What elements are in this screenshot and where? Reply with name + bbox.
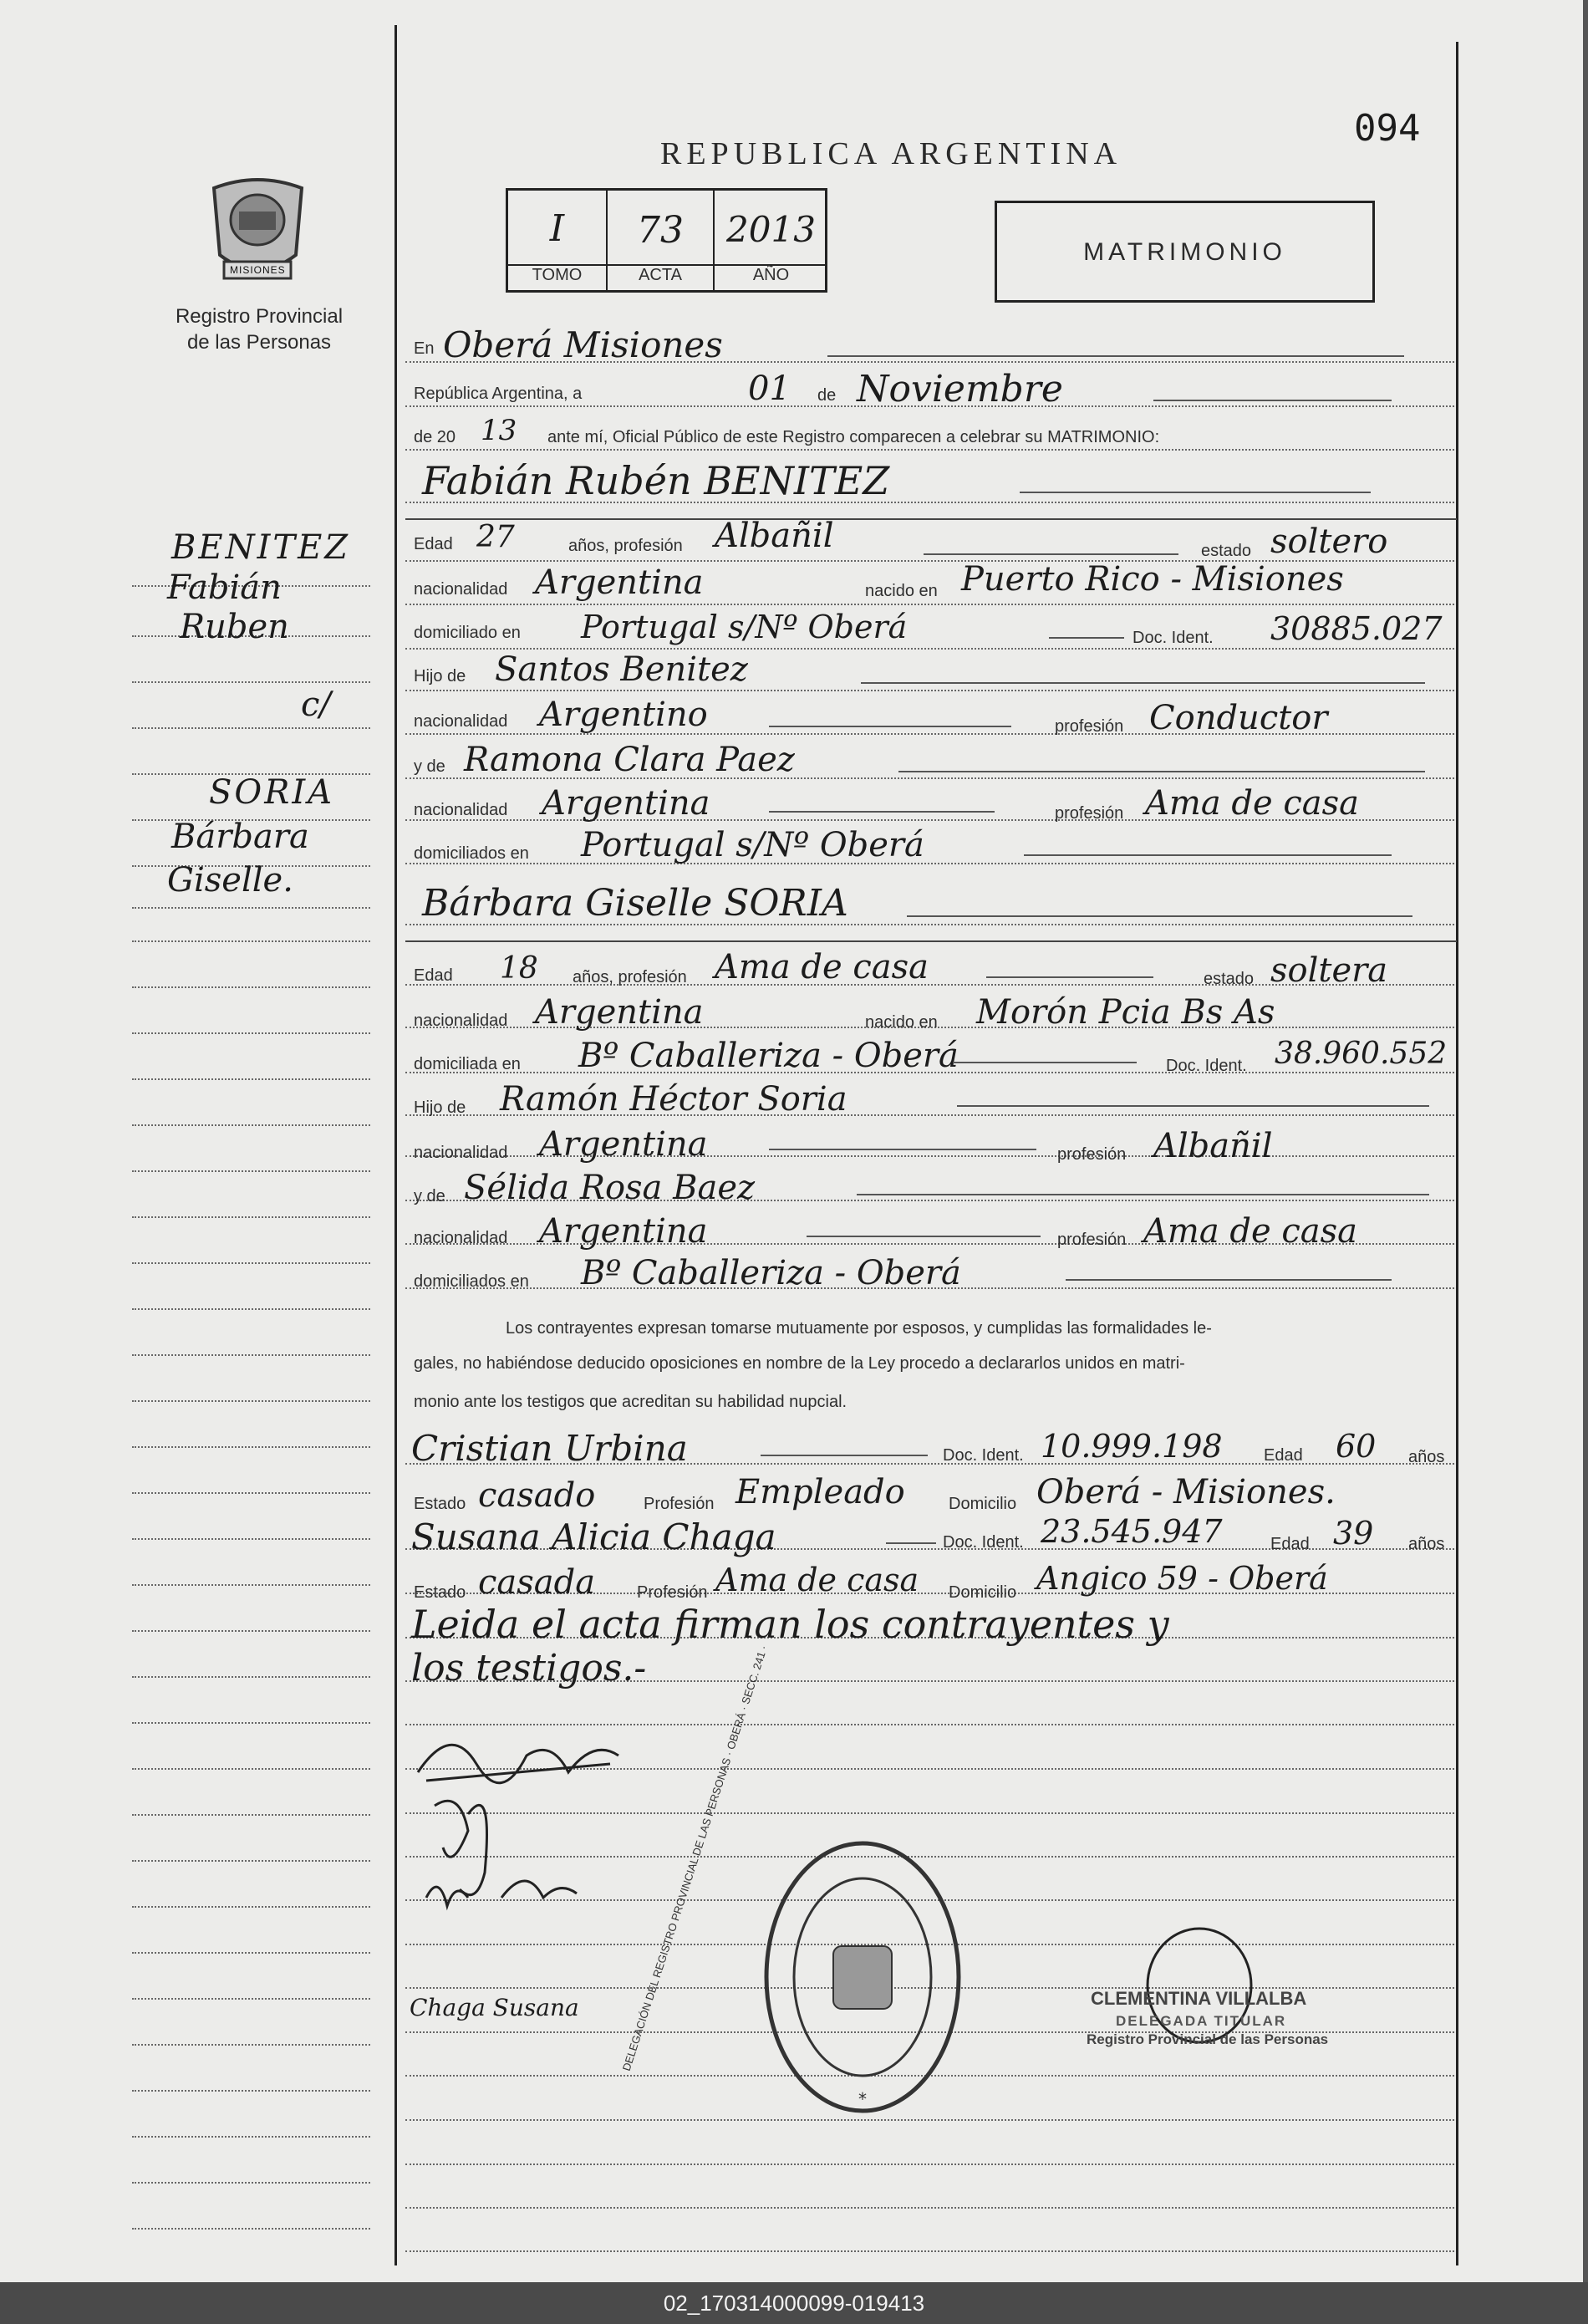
- margin-groom-surname: BENITEZ: [171, 528, 351, 567]
- bride-estado-label: estado: [1204, 970, 1255, 988]
- witness2-edad: 39: [1333, 1515, 1374, 1552]
- anio-label: AÑO: [752, 266, 790, 284]
- closing-line2: los testigos.-: [411, 1647, 647, 1689]
- bride-nacionalidad: Argentina: [535, 993, 704, 1032]
- officer-name: CLEMENTINA VILLALBA: [1091, 1988, 1307, 2009]
- groom-nacido: Puerto Rico - Misiones: [961, 560, 1344, 599]
- groom-padres-dom-label: domiciliados en: [414, 844, 529, 863]
- groom-hijo-label: Hijo de: [414, 667, 466, 685]
- bride-padre-nac-label: nacionalidad: [414, 1144, 508, 1162]
- bride-yde-label: y de: [414, 1187, 445, 1205]
- act-type-label: MATRIMONIO: [1083, 238, 1286, 266]
- witness1-doc: 10.999.198: [1041, 1428, 1223, 1465]
- left-margin-line: [394, 25, 397, 2265]
- officer-title: DELEGADA TITULAR: [1116, 2013, 1287, 2029]
- witness1-estado-label: Estado: [414, 1495, 466, 1513]
- bride-edad-label: Edad: [414, 966, 453, 985]
- act-type-box: [995, 201, 1375, 303]
- witness1-edad: 60: [1336, 1428, 1377, 1465]
- day-value: 01: [748, 369, 791, 408]
- groom-domicilio: Portugal s/Nº Oberá: [581, 609, 908, 645]
- groom-anios-label: años, profesión: [568, 537, 683, 555]
- margin-bride-name2: Giselle.: [167, 861, 293, 900]
- groom-madre: Ramona Clara Paez: [464, 741, 795, 779]
- place-value: Oberá Misiones: [443, 324, 723, 365]
- round-seal: [762, 1837, 963, 2118]
- declaration-line2: gales, no habiéndose deducido oposiciones en nombre de la Ley procedo a declararlos unidos en matri-: [414, 1354, 1185, 1373]
- bride-estado: soltera: [1270, 951, 1388, 990]
- registry-line1: Registro Provincial: [175, 305, 344, 328]
- groom-profesion: Albañil: [715, 517, 834, 555]
- witness1-doc-label: Doc. Ident.: [943, 1446, 1024, 1465]
- bride-padre: Ramón Héctor Soria: [500, 1080, 847, 1119]
- de-label: de: [817, 386, 837, 405]
- bride-padre-nac: Argentina: [539, 1125, 708, 1164]
- groom-doc: 30885.027: [1270, 610, 1443, 647]
- witness1-prof-label: Profesión: [644, 1495, 715, 1513]
- witness1-estado: casado: [478, 1476, 596, 1515]
- tomo-label: TOMO: [532, 266, 583, 284]
- bride-doc: 38.960.552: [1275, 1037, 1448, 1071]
- bride-madre-nac-label: nacionalidad: [414, 1229, 508, 1247]
- bride-padres-dom-label: domiciliados en: [414, 1272, 529, 1291]
- groom-padres-dom: Portugal s/Nº Oberá: [581, 826, 924, 864]
- file-id-footer: 02_170314000099-019413: [0, 2282, 1588, 2324]
- en-label: En: [414, 339, 435, 358]
- declaration-line3: monio ante los testigos que acreditan su habilidad nupcial.: [414, 1393, 847, 1411]
- groom-madre-nac-label: nacionalidad: [414, 801, 508, 819]
- bride-nacido: Morón Pcia Bs As: [976, 993, 1275, 1032]
- bride-padre-prof-label: profesión: [1057, 1145, 1127, 1164]
- bride-nac-label: nacionalidad: [414, 1012, 508, 1030]
- witness1-anios-label: años: [1408, 1448, 1445, 1466]
- groom-madre-nac: Argentina: [542, 784, 710, 823]
- witness1-domicilio: Oberá - Misiones.: [1036, 1473, 1336, 1511]
- margin-connector: c/: [301, 685, 331, 724]
- groom-padre-prof-label: profesión: [1055, 717, 1124, 736]
- intro-sentence: ante mí, Oficial Público de este Registro comparecen a celebrar su MATRIMONIO:: [547, 428, 1160, 446]
- signature-chaga: Chaga Susana: [410, 1994, 579, 2021]
- bride-padre-prof: Albañil: [1153, 1127, 1273, 1165]
- bride-dom-label: domiciliada en: [414, 1055, 521, 1073]
- acta-value: 73: [637, 209, 684, 252]
- bride-hijo-label: Hijo de: [414, 1098, 466, 1117]
- page-number: 094: [1354, 107, 1421, 150]
- bride-madre-nac: Argentina: [539, 1212, 708, 1251]
- acta-label: ACTA: [639, 266, 682, 284]
- bride-doc-label: Doc. Ident.: [1166, 1057, 1247, 1075]
- witness2-anios-label: años: [1408, 1535, 1445, 1553]
- margin-groom-name1: Fabián: [167, 568, 282, 607]
- margin-groom-name2: Ruben: [180, 608, 289, 646]
- logo-text: MISIONES: [230, 264, 286, 276]
- register-box: [506, 188, 827, 293]
- witness1-edad-label: Edad: [1264, 1446, 1303, 1465]
- groom-nac-label: nacionalidad: [414, 580, 508, 599]
- witness2-doc-label: Doc. Ident.: [943, 1533, 1024, 1552]
- groom-madre-prof: Ama de casa: [1145, 784, 1359, 823]
- republica-label: República Argentina, a: [414, 385, 583, 403]
- groom-padre-prof: Conductor: [1149, 699, 1328, 737]
- witness1-name: Cristian Urbina: [411, 1428, 688, 1469]
- bride-separator: [405, 940, 1457, 942]
- anio-value: 2013: [726, 209, 816, 250]
- groom-edad-label: Edad: [414, 535, 453, 553]
- officer-org: Registro Provincial de las Personas: [1087, 2031, 1329, 2047]
- bride-domicilio: Bº Caballeriza - Oberá: [578, 1037, 959, 1075]
- witness2-name: Susana Alicia Chaga: [411, 1516, 776, 1557]
- groom-madre-prof-label: profesión: [1055, 804, 1124, 823]
- bride-nacido-label: nacido en: [865, 1013, 938, 1032]
- bride-madre: Sélida Rosa Baez: [464, 1169, 756, 1207]
- signatures: [401, 1705, 719, 1931]
- bride-madre-prof-label: profesión: [1057, 1231, 1127, 1249]
- margin-bride-surname: SORIA: [209, 773, 334, 812]
- bride-padres-dom: Bº Caballeriza - Oberá: [581, 1254, 961, 1292]
- groom-padre: Santos Benitez: [495, 650, 748, 689]
- year-suffix: 13: [481, 414, 517, 447]
- witness2-estado-label: Estado: [414, 1583, 466, 1602]
- bride-anios-label: años, profesión: [573, 968, 687, 986]
- country-title: REPUBLICA ARGENTINA: [660, 136, 1122, 171]
- groom-separator: [405, 518, 1457, 520]
- groom-nacionalidad: Argentina: [535, 563, 704, 602]
- round-seal-text: DELEGACIÓN DEL REGISTRO PROVINCIAL DE LAS PERSONAS · OBERÁ · SECC. 241 ·: [619, 1644, 771, 2073]
- groom-yde-label: y de: [414, 757, 445, 776]
- right-margin-line: [1456, 42, 1458, 2265]
- witness2-dom-label: Domicilio: [949, 1583, 1017, 1602]
- groom-nacido-label: nacido en: [865, 582, 938, 600]
- bride-madre-prof: Ama de casa: [1143, 1212, 1357, 1251]
- bride-edad: 18: [500, 951, 538, 986]
- witness1-profesion: Empleado: [735, 1473, 905, 1511]
- witness1-dom-label: Domicilio: [949, 1495, 1017, 1513]
- witness2-doc: 23.545.947: [1041, 1513, 1223, 1550]
- margin-bride-name1: Bárbara: [171, 818, 309, 856]
- groom-padre-nac: Argentino: [539, 696, 708, 734]
- groom-padre-nac-label: nacionalidad: [414, 712, 508, 731]
- groom-estado-label: estado: [1201, 542, 1252, 560]
- svg-text:*: *: [858, 2089, 867, 2109]
- groom-dom-label: domiciliado en: [414, 624, 521, 642]
- groom-estado: soltero: [1270, 522, 1388, 561]
- witness2-profesion: Ama de casa: [715, 1562, 919, 1598]
- declaration-line1: Los contrayentes expresan tomarse mutuamente por esposos, y cumplidas las formalidades le-: [506, 1319, 1212, 1338]
- bride-full-name: Bárbara Giselle SORIA: [422, 882, 848, 925]
- de-year-label: de 20: [414, 428, 456, 446]
- closing-line1: Leida el acta firman los contrayentes y: [411, 1602, 1169, 1647]
- bride-profesion: Ama de casa: [715, 948, 929, 986]
- tomo-value: I: [549, 207, 565, 250]
- witness2-domicilio: Angico 59 - Oberá: [1036, 1560, 1328, 1597]
- registry-line2: de las Personas: [186, 331, 332, 354]
- witness2-estado: casada: [478, 1563, 596, 1602]
- groom-edad: 27: [476, 520, 515, 554]
- groom-full-name: Fabián Rubén BENITEZ: [422, 458, 890, 503]
- witness2-prof-label: Profesión: [637, 1583, 708, 1602]
- month-value: Noviembre: [857, 368, 1063, 410]
- groom-doc-label: Doc. Ident.: [1132, 629, 1214, 647]
- witness2-edad-label: Edad: [1270, 1535, 1310, 1553]
